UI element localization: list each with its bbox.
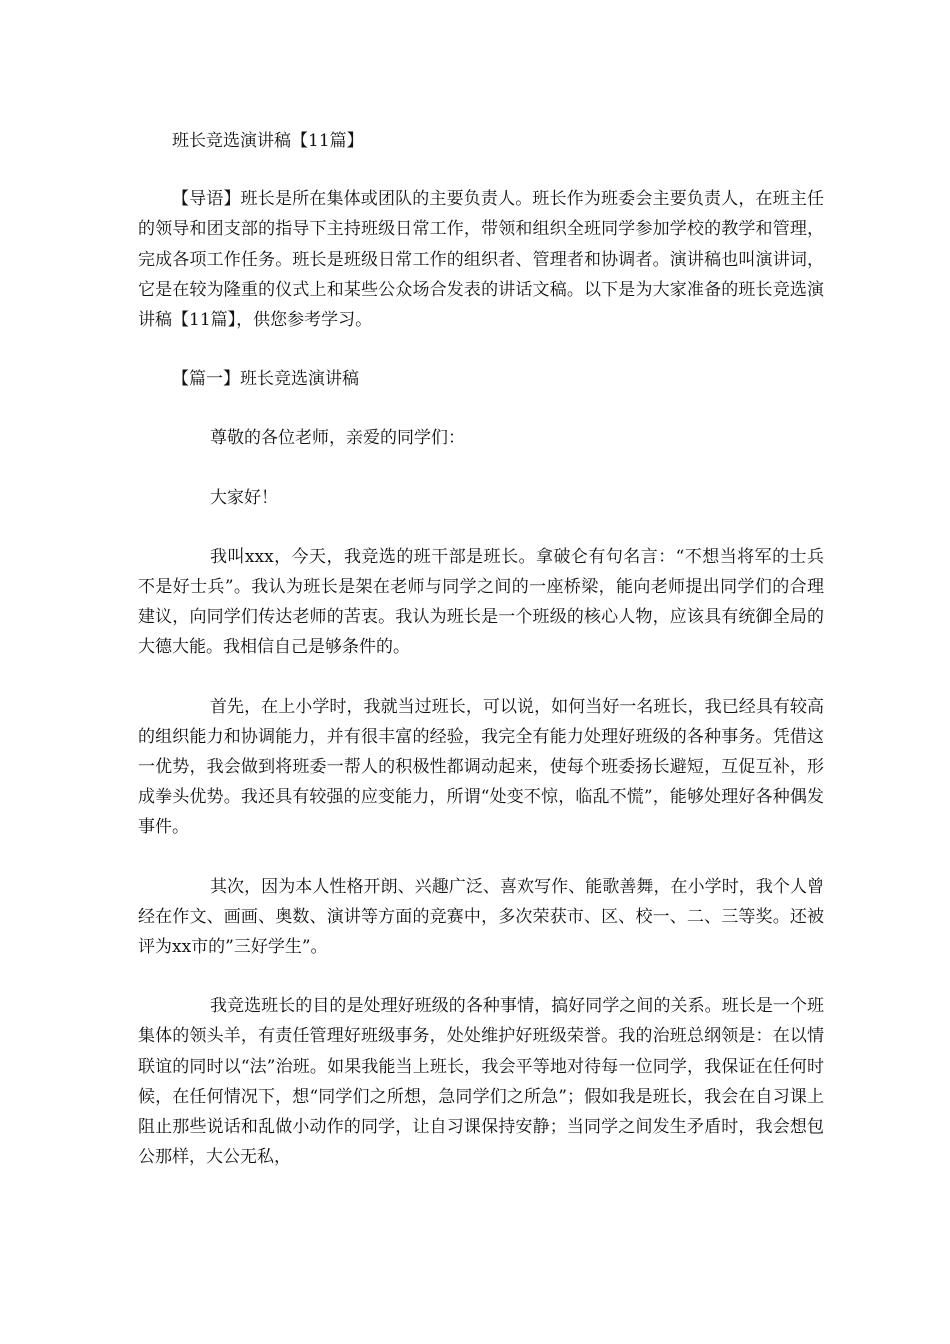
document-title: 班长竞选演讲稿【11篇】 bbox=[172, 131, 364, 151]
intro-paragraph: 【导语】班长是所在集体或团队的主要负责人。班长作为班委会主要负责人，在班主任的领导和团支部的指导下主持班级日常工作，带领和组织全班同学参加学校的教学和管理，完成各项工作任务。班长是班级日常工作的组织者、管理者和协调者。演讲稿也叫演讲词，它是在较为隆重的仪式上和某些公众场合发表的讲话文稿。以下是为大家准备的班长竞选演讲稿【11篇】，供您参考学习。 bbox=[138, 189, 824, 331]
document-body bbox=[138, 126, 824, 1201]
body-paragraph: 首先，在上小学时，我就当过班长，可以说，如何当好一名班长，我已经具有较高的组织能力和协调能力，并有很丰富的经验，我完全有能力处理好班级的各种事务。凭借这一优势，我会做到将班委一帮人的积极性都调动起来，使每个班委扬长避短，互促互补，形成拳头优势。我还具有较强的应变能力，所谓“处变不惊，临乱不慌”，能够处理好各种偶发事件。 bbox=[138, 696, 824, 838]
salutation: 尊敬的各位老师，亲爱的同学们： bbox=[210, 428, 465, 449]
body-paragraph: 我竞选班长的目的是处理好班级的各种事情，搞好同学之间的关系。班长是一个班集体的领头羊，有责任管理好班级事务，处处维护好班级荣誉。我的治班总纲领是：在以情联谊的同时以“法”治班。如果我能当上班长，我会平等地对待每一位同学，我保证在任何时候，在任何情况下，想“同学们之所想，急同学们之所急”；假如我是班长，我会在自习课上阻止那些说话和乱做小动作的同学，让自习课保持安静；当同学之间发生矛盾时，我会想包公那样，大公无私， bbox=[138, 996, 824, 1168]
body-paragraph: 我叫xxx，今天，我竞选的班干部是班长。拿破仑有句名言：“不想当将军的士兵不是好士兵”。我认为班长是架在老师与同学之间的一座桥梁，能向老师提出同学们的合理建议，向同学们传达老师的苦衷。我认为班长是一个班级的核心人物，应该具有统御全局的大德大能。我相信自己是够条件的。 bbox=[138, 546, 824, 658]
greeting: 大家好！ bbox=[210, 487, 278, 508]
section-heading: 【篇一】班长竞选演讲稿 bbox=[172, 369, 359, 390]
body-paragraph: 其次，因为本人性格开朗、兴趣广泛、喜欢写作、能歌善舞，在小学时，我个人曾经在作文、画画、奥数、演讲等方面的竞赛中，多次荣获市、区、校一、二、三等奖。还被评为xx市的”三好学生”。 bbox=[138, 876, 824, 958]
